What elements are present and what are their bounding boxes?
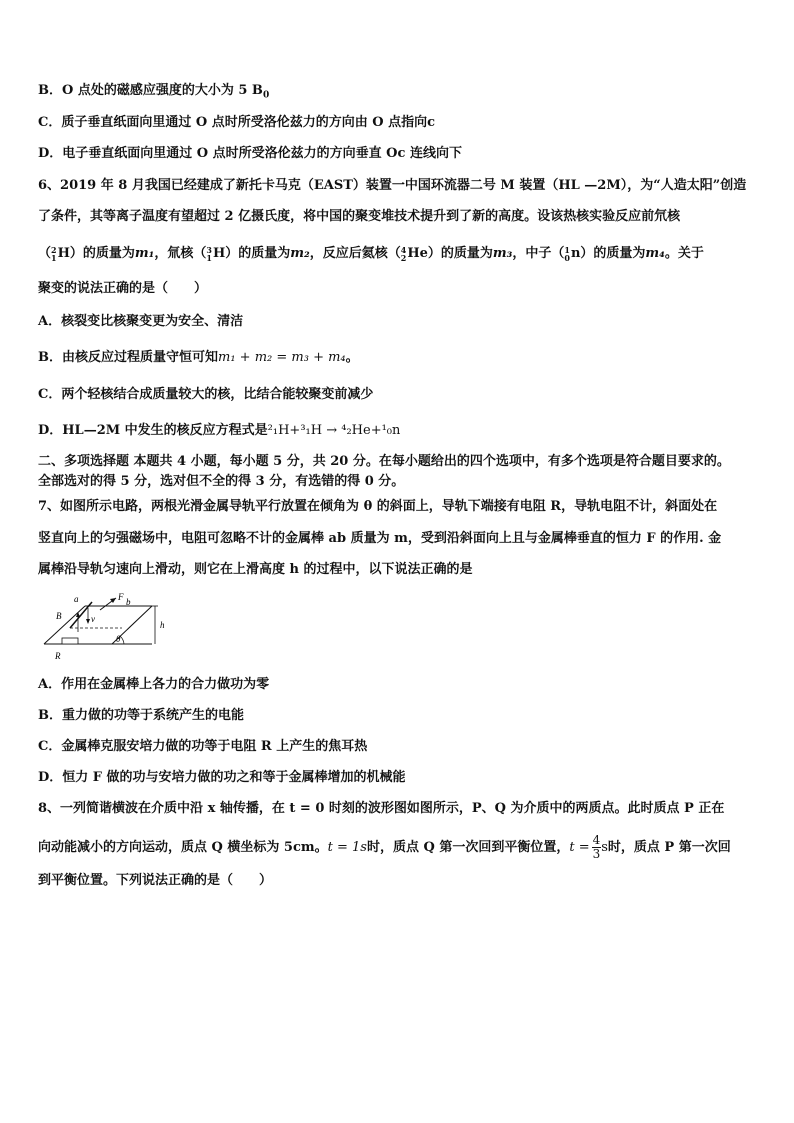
atomic-number: 2 [400,253,407,263]
q6-option-c: C．两个轻核结合成质量较大的核，比结合能较聚变前减少 [38,387,374,402]
label-theta: θ [116,634,121,644]
fraction-numerator: 4 [592,833,601,847]
text-fragment: ）的质量为 [225,246,291,261]
time-t2-fraction [592,834,602,861]
time-unit: s [601,839,608,855]
text-fragment: B．由核反应过程质量守恒可知 [38,350,218,365]
text-fragment: 。 [345,350,359,365]
q5-option-c: C．质子垂直纸面向里通过 O 点时所受洛伦兹力的方向由 O 点指向c [38,115,436,130]
time-t1: t = 1s [327,839,367,855]
q6-stem-line3 [38,245,758,263]
mass-equation: m₁ + m₂ = m₃ + m₄ [218,350,346,365]
helium-symbol [401,245,428,263]
q7-option-a: A．作用在金属棒上各力的合力做功为零 [38,677,270,692]
mass-number: 3 [206,245,212,255]
tritium-symbol [206,245,225,263]
text-fragment: D．HL—2M 中发生的核反应方程式是 [38,423,268,438]
q6-option-b [38,349,758,367]
label-b: b [126,597,131,607]
q6-stem-line4: 聚变的说法正确的是（ ） [38,281,208,296]
q6-option-d [38,422,758,440]
q7-option-c: C．金属棒克服安培力做的功等于电阻 R 上产生的焦耳热 [38,739,368,754]
text-fragment: （ [38,246,52,261]
label-h: h [160,620,165,630]
element-symbol: He [407,246,428,261]
mass-m4: m₄ [645,246,665,261]
q7-option-d: D．恒力 F 做的功与安培力做的功之和等于金属棒增加的机械能 [38,770,406,785]
text-fragment: ）的质量为 [427,246,493,261]
q5-option-b-subscript: 0 [262,90,270,101]
fraction-denominator: 3 [592,847,601,861]
atomic-number: 0 [564,253,570,263]
b-field-arrowhead [76,612,80,617]
element-symbol: H [57,246,70,261]
q8-stem-line3: 到平衡位置。下列说法正确的是（ ） [38,873,273,888]
text-fragment: ，中子（ [512,246,565,261]
q5-option-b-text: B．O 点处的磁感应强度的大小为 5 B [38,83,263,98]
deuterium-symbol [51,245,70,263]
q7-stem-line2: 竖直向上的匀强磁场中，电阻可忽略不计的金属棒 ab 质量为 m，受到沿斜面向上且与金属棒垂直的恒力 F 的作用. 金 [38,531,722,546]
mass-number: 2 [51,245,57,255]
time-t2-label: t = [569,839,590,855]
section2-heading-line2: 全部选对的得 5 分，选对但不全的得 3 分，有选错的得 0 分。 [38,474,405,489]
metal-rod-ab [70,602,92,628]
text-fragment: ，反应后氦核（ [309,246,401,261]
q8-stem-line1: 8、一列简谐横波在介质中沿 x 轴传播，在 t = 0 时刻的波形图如图所示，P、Q 为介质中的两质点。此时质点 P 正在 [38,801,725,816]
velocity-arrowhead [86,619,90,624]
q8-stem-line2 [38,834,758,861]
element-symbol: n [570,246,581,261]
angle-arc [120,636,124,644]
text-fragment: ，氚核（ [154,246,207,261]
q7-option-b: B．重力做的功等于系统产生的电能 [38,708,244,723]
text-fragment: ）的质量为 [580,246,646,261]
label-v: v [91,614,95,624]
mass-number: 4 [400,245,407,255]
text-fragment: 时，质点 Q 第一次回到平衡位置， [366,839,570,855]
text-fragment: 向动能减小的方向运动，质点 Q 横坐标为 5cm。 [38,839,328,855]
label-b-field: B [56,611,62,621]
section2-heading-line1: 二、多项选择题 本题共 4 小题，每小题 5 分，共 20 分。在每小题给出的四个选项中，有多个选项是符合题目要求的。 [38,454,730,469]
q7-stem-line3: 属棒沿导轨匀速向上滑动，则它在上滑高度 h 的过程中，以下说法正确的是 [38,562,473,577]
mass-m1: m₁ [134,246,155,261]
nuclear-equation: ²₁H+³₁H → ⁴₂He+¹₀n [267,423,401,438]
mass-m2: m₂ [290,246,310,261]
q7-stem-line1: 7、如图所示电路，两根光滑金属导轨平行放置在倾角为 θ 的斜面上，导轨下端接有电阻 R，导轨电阻不计，斜面处在 [38,499,718,514]
text-fragment: 时，质点 P 第一次回 [607,839,731,855]
neutron-symbol [564,245,580,263]
element-symbol: H [212,246,226,261]
resistor-r [62,638,78,644]
label-a: a [74,594,79,604]
label-r: R [55,651,61,661]
q7-incline-rail-figure [40,592,180,664]
q6-option-a: A．核裂变比核聚变更为安全、清洁 [38,314,244,329]
q6-stem-line1: 6、2019 年 8 月我国已经建成了新托卡马克（EAST）装置一中国环流器二号 M 装置（HL —2M），为“人造太阳”创造 [38,178,747,193]
q5-option-b [38,82,758,105]
atomic-number: 1 [51,253,57,263]
q5-option-d: D．电子垂直纸面向里通过 O 点时所受洛伦兹力的方向垂直 Oc 连线向下 [38,146,462,161]
q6-stem-line2: 了条件，其等离子温度有望超过 2 亿摄氏度，将中国的聚变堆技术提升到了新的高度。设该热核实验反应前氘核 [38,209,681,224]
label-f: F [118,592,124,602]
text-fragment: 。关于 [664,246,704,261]
atomic-number: 1 [206,253,212,263]
mass-m3: m₃ [492,246,513,261]
mass-number: 1 [564,245,570,255]
text-fragment: ）的质量为 [69,246,135,261]
